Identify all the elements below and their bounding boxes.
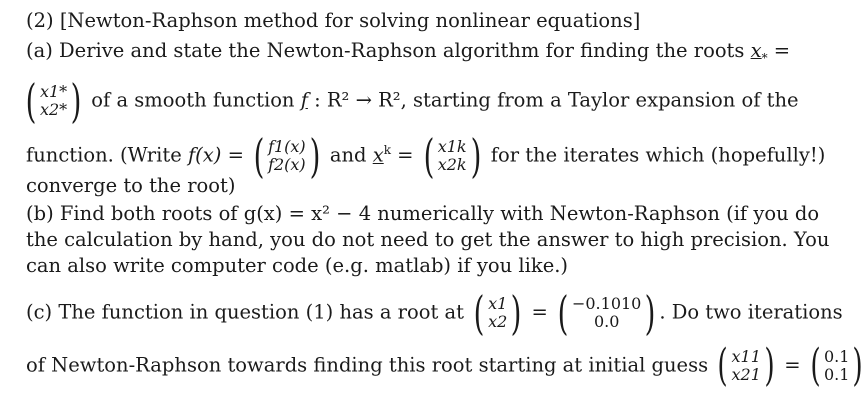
problem-heading: (2) [Newton-Raphson method for solving nonlinear equations]	[26, 9, 641, 32]
part-c-line-2	[26, 340, 867, 391]
f-vector-1: f1(x)	[268, 137, 306, 156]
part-c-text-2: . Do two iterations	[659, 300, 843, 324]
part-a-line-4: converge to the root)	[26, 174, 236, 197]
part-a-line-2	[22, 74, 799, 128]
part-a-line-1	[26, 39, 790, 63]
vars-vector-2: x2	[488, 312, 508, 331]
root-value-vector: ( −0.1010 0.0 )	[557, 286, 656, 340]
xk-vector-1: x1k	[437, 137, 467, 156]
mapping-text: : R² → R², starting from a Taylor expansion of the	[307, 88, 799, 112]
part-b-line-3: can also write computer code (e.g. matlab) if you like.)	[26, 254, 569, 277]
part-b-line-1: (b) Find both roots of g(x) = x² − 4 numerically with Newton-Raphson (if you do	[26, 202, 820, 225]
part-a-text-3: function. (Write	[26, 143, 188, 167]
vars-vector-1: x1	[488, 294, 508, 313]
f-of-x: f(x) =	[187, 143, 251, 167]
f-symbol: f	[300, 88, 308, 112]
f-vector-2: f2(x)	[268, 155, 306, 174]
part-b-line-2: the calculation by hand, you do not need to get the answer to high precision. You	[26, 228, 830, 251]
f-vector: ( f1(x) f2(x) )	[253, 129, 321, 183]
root-equals: =	[767, 39, 791, 62]
part-a-line-3	[26, 129, 826, 183]
xk-symbol: x	[372, 143, 384, 167]
guess-vars-vector: ( x11 x21 )	[717, 340, 775, 391]
guess-equals: =	[778, 353, 807, 377]
root-value-1: −0.1010	[571, 294, 642, 313]
guess-value-1: 0.1	[823, 347, 850, 366]
part-a-text-1: (a) Derive and state the Newton-Raphson algorithm for finding the roots	[26, 39, 751, 62]
part-c-equals: =	[525, 300, 555, 324]
guess-values-vector: ( 0.1 0.1 )	[810, 340, 864, 391]
part-c-text-1: (c) The function in question (1) has a root at	[26, 300, 471, 324]
root-vector-1: x1*	[39, 82, 68, 101]
part-a-text-4: for the iterates which (hopefully!)	[484, 143, 826, 167]
guess-value-2: 0.1	[823, 365, 850, 384]
vars-vector: ( x1 x2 )	[473, 286, 522, 340]
xk-vector-2: x2k	[437, 155, 467, 174]
guess-var-2: x21	[731, 365, 761, 384]
guess-var-1: x11	[731, 347, 761, 366]
xk-superscript: k	[383, 143, 391, 157]
root-subscript: *	[761, 50, 768, 65]
part-c-line-1	[26, 286, 843, 340]
root-symbol: x	[750, 39, 762, 62]
and-text: and	[323, 143, 373, 167]
root-value-2: 0.0	[593, 312, 620, 331]
part-a-text-2: of a smooth function	[85, 88, 301, 112]
part-c-text-3: of Newton-Raphson towards finding this root starting at initial guess	[26, 353, 715, 377]
xk-vector: ( x1k x2k )	[423, 129, 481, 183]
root-vector-2: x2*	[39, 100, 68, 119]
xk-equals: =	[390, 143, 420, 167]
root-vector: ( x1* x2* )	[25, 74, 82, 128]
